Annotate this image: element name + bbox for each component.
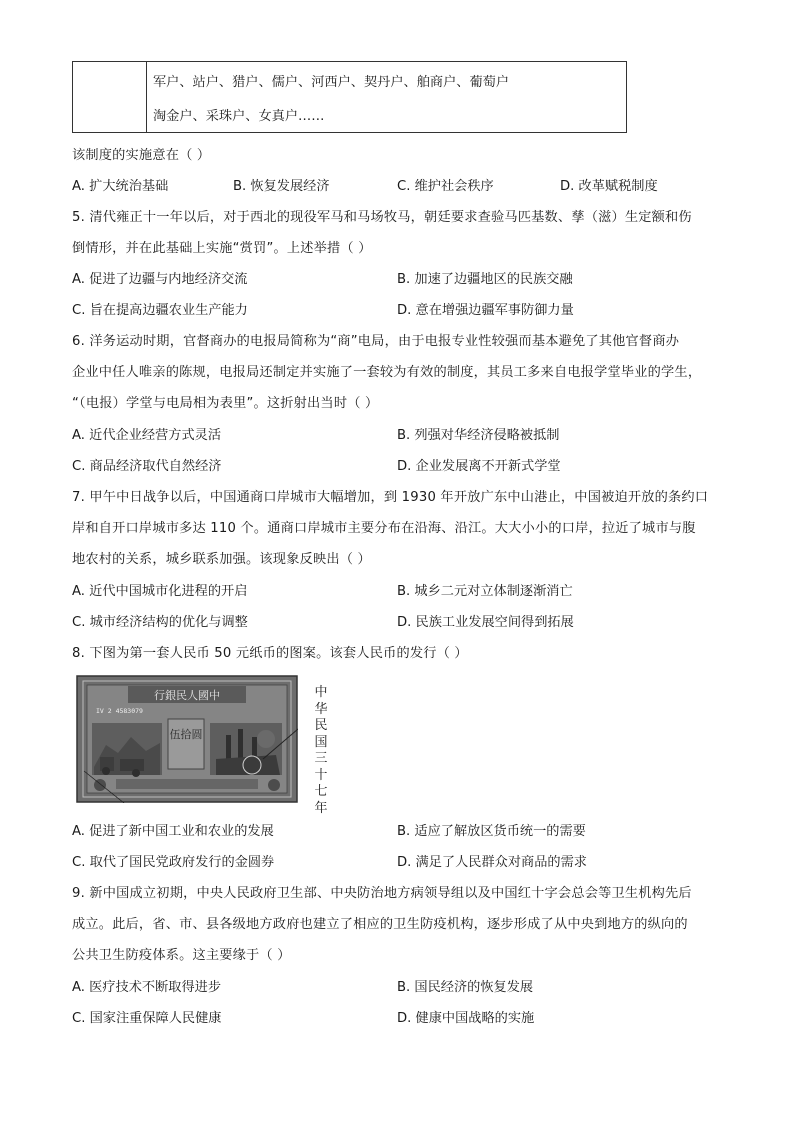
q5-option-d[interactable]: D. 意在增强边疆军事防御力量 (397, 303, 574, 318)
banknote-header: 行銀民人國中 (154, 689, 220, 702)
q6-stem-line-3: “（电报）学堂与电局相为表里”。这折射出当时（ ） (72, 396, 379, 411)
q7-option-c[interactable]: C. 城市经济结构的优化与调整 (72, 615, 248, 630)
q7-option-a[interactable]: A. 近代中国城市化进程的开启 (72, 584, 248, 599)
q8-option-b[interactable]: B. 适应了解放区货币统一的需要 (397, 824, 586, 839)
q6-option-b[interactable]: B. 列强对华经济侵略被抵制 (397, 428, 560, 443)
q7-option-b[interactable]: B. 城乡二元对立体制逐渐消亡 (397, 584, 573, 599)
banknote-serial: IV 2 4583079 (96, 707, 143, 715)
q4-option-b[interactable]: B. 恢复发展经济 (233, 179, 330, 194)
banknote-year-annotation: 中 华 民 国 三 十 七 年 (314, 685, 328, 816)
q9-option-b[interactable]: B. 国民经济的恢复发展 (397, 980, 534, 995)
q9-option-d[interactable]: D. 健康中国战略的实施 (397, 1011, 535, 1026)
q9-stem-line-1: 9. 新中国成立初期，中央人民政府卫生部、中央防治地方病领导组以及中国红十字会总会等卫生机构先后 (72, 886, 692, 901)
q4-option-d[interactable]: D. 改革赋税制度 (560, 179, 658, 194)
household-table (72, 61, 627, 133)
table-row-1: 军户、站户、猎户、儒户、河西户、契丹户、舶商户、葡萄户 (153, 75, 510, 90)
q7-option-d[interactable]: D. 民族工业发展空间得到拓展 (397, 615, 574, 630)
banknote-image (76, 675, 298, 803)
q5-stem-line-2: 倒情形，并在此基础上实施“赏罚”。上述举措（ ） (72, 241, 372, 256)
q7-stem-line-3: 地农村的关系，城乡联系加强。该现象反映出（ ） (72, 552, 371, 567)
q6-option-a[interactable]: A. 近代企业经营方式灵活 (72, 428, 222, 443)
banknote-value: 伍拾圆 (169, 728, 203, 741)
q6-stem-line-2: 企业中任人唯亲的陈规，电报局还制定并实施了一套较为有效的制度，其员工多来自电报学堂毕业的学生， (72, 365, 702, 380)
q6-option-d[interactable]: D. 企业发展离不开新式学堂 (397, 459, 561, 474)
q4-option-c[interactable]: C. 维护社会秩序 (397, 179, 494, 194)
q6-stem-line-1: 6. 洋务运动时期，官督商办的电报局简称为“商”电局，由于电报专业性较强而基本避免了其他官督商办 (72, 334, 680, 349)
q4-option-a[interactable]: A. 扩大统治基础 (72, 179, 169, 194)
q9-option-a[interactable]: A. 医疗技术不断取得进步 (72, 980, 222, 995)
q4-stem: 该制度的实施意在（ ） (72, 148, 211, 163)
q5-option-c[interactable]: C. 旨在提高边疆农业生产能力 (72, 303, 248, 318)
q5-option-b[interactable]: B. 加速了边疆地区的民族交融 (397, 272, 573, 287)
q5-stem-line-1: 5. 清代雍正十一年以后，对于西北的现役军马和马场牧马，朝廷要求查验马匹基数、孳（滋）生定额和伤 (72, 210, 692, 225)
q5-option-a[interactable]: A. 促进了边疆与内地经济交流 (72, 272, 248, 287)
q7-stem-line-2: 岸和自开口岸城市多达 110 个。通商口岸城市主要分布在沿海、沿江。大大小小的口岸，拉近了城市与腹 (72, 521, 696, 536)
q8-option-d[interactable]: D. 满足了人民群众对商品的需求 (397, 855, 587, 870)
table-row-2: 淘金户、采珠户、女真户…… (153, 109, 325, 124)
q9-stem-line-3: 公共卫生防疫体系。这主要缘于（ ） (72, 948, 291, 963)
table-divider (146, 62, 147, 132)
q9-option-c[interactable]: C. 国家注重保障人民健康 (72, 1011, 222, 1026)
q7-stem-line-1: 7. 甲午中日战争以后，中国通商口岸城市大幅增加，到 1930 年开放广东中山港止，中国被迫开放的条约口 (72, 490, 709, 505)
q9-stem-line-2: 成立。此后，省、市、县各级地方政府也建立了相应的卫生防疫机构，逐步形成了从中央到地方的纵向的 (72, 917, 688, 932)
q8-option-a[interactable]: A. 促进了新中国工业和农业的发展 (72, 824, 274, 839)
q8-option-c[interactable]: C. 取代了国民党政府发行的金圆券 (72, 855, 275, 870)
q6-option-c[interactable]: C. 商品经济取代自然经济 (72, 459, 222, 474)
q8-stem: 8. 下图为第一套人民币 50 元纸币的图案。该套人民币的发行（ ） (72, 646, 468, 661)
